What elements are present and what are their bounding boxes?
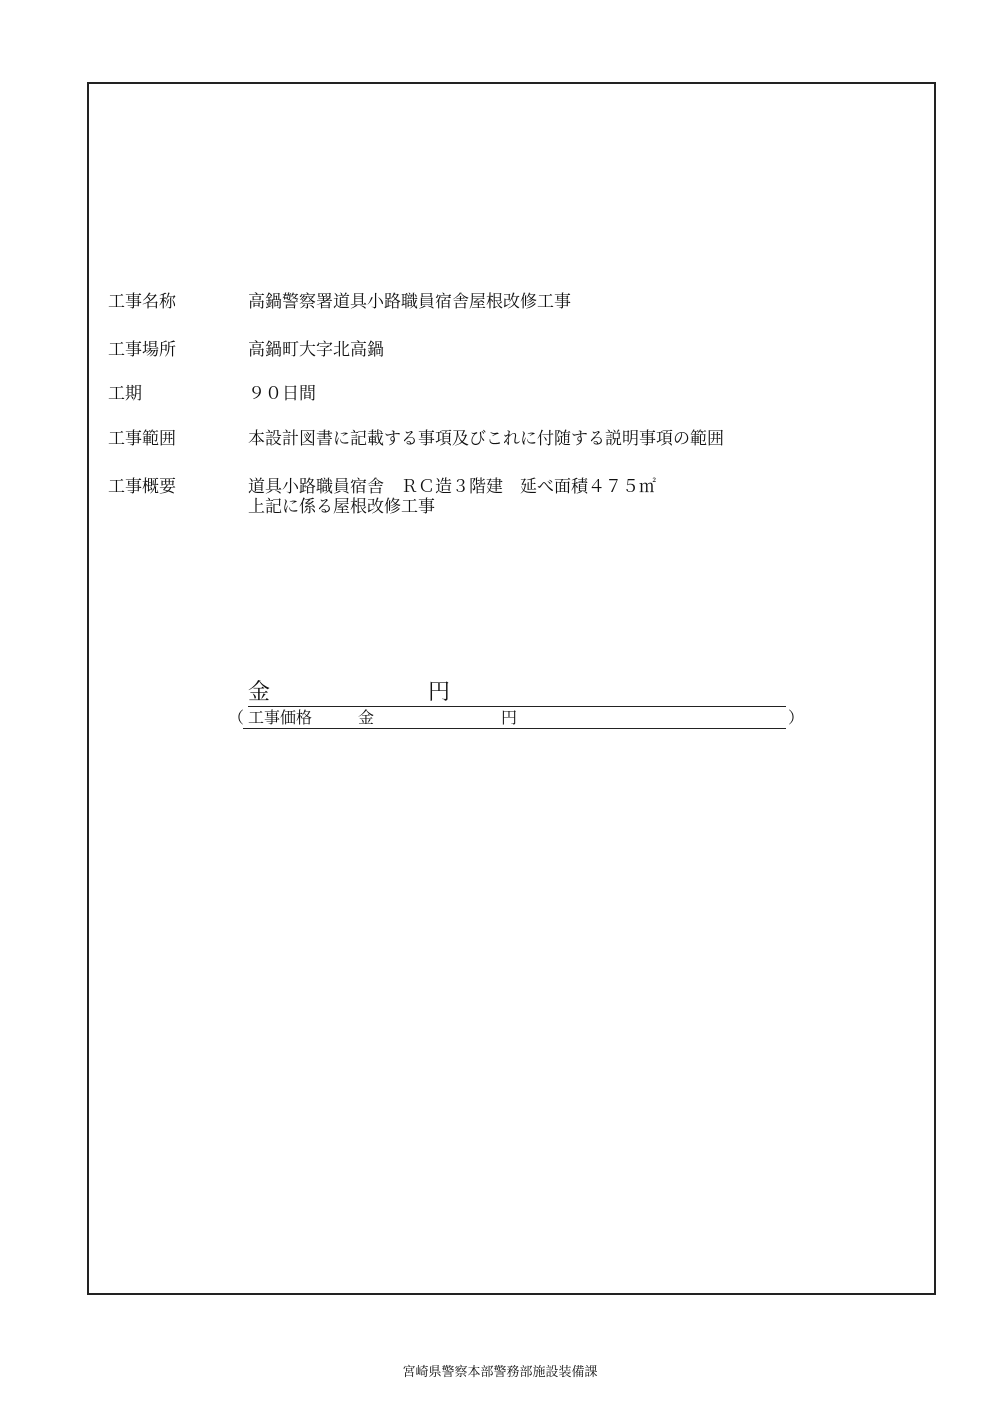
price-underline <box>243 728 786 729</box>
field-value: 高鍋警察署道具小路職員宿舎屋根改修工事 <box>248 292 571 312</box>
field-value: 本設計図書に記載する事項及びこれに付随する説明事項の範囲 <box>248 429 724 449</box>
price-kin-label: 金 <box>358 708 375 727</box>
field-label: 工事範囲 <box>108 429 176 449</box>
field-value: 高鍋町大字北高鍋 <box>248 340 384 360</box>
field-label: 工事名称 <box>108 292 176 312</box>
amount-en-label: 円 <box>428 680 451 705</box>
price-en-label: 円 <box>501 708 518 727</box>
price-label: 工事価格 <box>248 708 313 727</box>
field-label: 工事概要 <box>108 477 176 497</box>
field-value: 道具小路職員宿舎 ＲＣ造３階建 延べ面積４７５㎡ <box>248 477 656 497</box>
field-label: 工事場所 <box>108 340 176 360</box>
paren-close: ） <box>788 708 805 727</box>
paren-open: （ <box>228 708 245 727</box>
field-value-line2: 上記に係る屋根改修工事 <box>248 497 435 517</box>
amount-line <box>248 680 786 707</box>
construction-price-line <box>228 707 808 729</box>
issuer-footer: 宮崎県警察本部警務部施設装備課 <box>402 1365 598 1380</box>
field-label: 工期 <box>108 384 142 404</box>
amount-kin-label: 金 <box>248 680 271 705</box>
field-value: ９０日間 <box>248 384 316 404</box>
